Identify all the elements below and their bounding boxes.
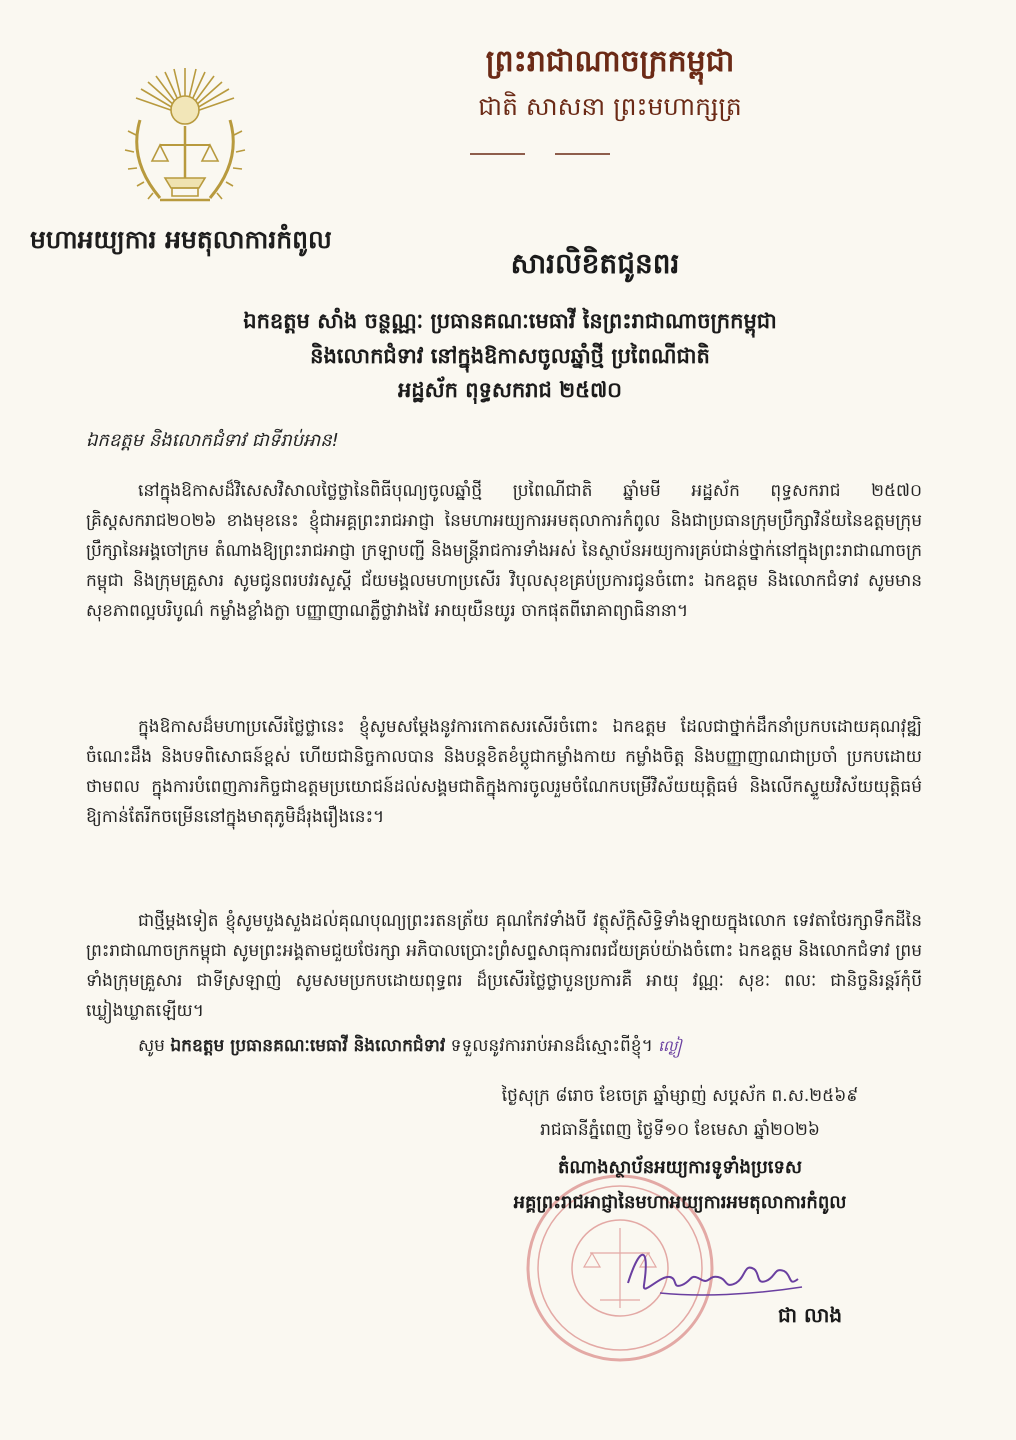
closing-line xyxy=(138,1035,918,1060)
body-paragraph-1: នៅក្នុងឱកាសដ៏វិសេសវិសាលថ្លៃថ្លានៃពិធីបុណ្យចូលឆ្នាំថ្មី ប្រពៃណីជាតិ ឆ្នាំមមី អដ្ឋស័ក ពុទ្ធសករាជ ២៥៧០ គ្រិស្តសករាជ២០២៦ ខាងមុខនេះ ខ្ញុំជាអគ្គព្រះរាជអាជ្ញា នៃមហាអយ្យការអមតុលាការកំពូល និងជាប្រធានក្រុមប្រឹក្សាវិន័យនៃឧត្តមក្រុមប្រឹក្សានៃអង្គចៅក្រម តំណាងឱ្យព្រះរាជអាជ្ញា ក្រឡាបញ្ជី និងមន្ត្រីរាជការទាំងអស់ នៃស្ថាប័នអយ្យការគ្រប់ជាន់ថ្នាក់នៅក្នុងព្រះរាជាណាចក្រកម្ពុជា និងក្រុមគ្រួសារ សូមជូនពរបវរសួស្តី ជ័យមង្គលមហាប្រសើរ វិបុលសុខគ្រប់ប្រការជូនចំពោះ ឯកឧត្តម និងលោកជំទាវ សូមមានសុខភាពល្អបរិបូណ៌ កម្លាំងខ្លាំងក្លា បញ្ញាញាណភ្លឺថ្លាវាងវៃ អាយុយឺនយូរ ចាកផុតពីរោគាព្យាធិនានា។ xyxy=(86,481,922,621)
document-title: សារលិខិតជូនពរ xyxy=(510,247,680,280)
supreme-court-prosecution-emblem-icon xyxy=(110,60,260,220)
recipient-line-3: អដ្ឋស័ក ពុទ្ធសករាជ ២៥៧០ xyxy=(397,377,623,402)
salutation: ឯកឧត្តម និងលោកជំទាវ ជាទីរាប់អាន! xyxy=(86,430,339,451)
body-paragraph-3: ជាថ្មីម្តងទៀត ខ្ញុំសូមបួងសួងដល់គុណបុណ្យព្រះរតនត្រ័យ គុណកែវទាំងបី វត្ថុស័ក្តិសិទ្ធិទាំងឡាយក្នុងលោក ទេវតាថែរក្សាទឹកដីនៃព្រះរាជាណាចក្រកម្ពុជា សូមព្រះអង្គតាមជួយថែរក្សា អភិបាលប្រោះព្រំសព្ទសាធុការពរជ័យគ្រប់យ៉ាងចំពោះ ឯកឧត្តម និងលោកជំទាវ ព្រមទាំងក្រុមគ្រួសារ ជាទីស្រឡាញ់ សូមសមប្រកបដោយពុទ្ធពរ ដ៏ប្រសើរថ្លៃថ្លាបួនប្រការគឺ អាយុ វណ្ណៈ សុខៈ ពលៈ ជានិច្ចនិរន្តរ៍កុំបីឃ្លៀងឃ្លាតឡើយ។ xyxy=(86,911,922,1021)
date-lunar: ថ្ងៃសុក្រ ៨រោច ខែចេត្រ ឆ្នាំម្សាញ់ សប្តស័ក ព.ស.២៥៦៩ xyxy=(501,1086,859,1106)
body-paragraph-2: ក្នុងឱកាសដ៏មហាប្រសើរថ្លៃថ្លានេះ ខ្ញុំសូមសម្តែងនូវការកោតសរសើរចំពោះ ឯកឧត្តម ដែលជាថ្នាក់ដឹកនាំប្រកបដោយគុណវុឌ្ឍិ ចំណេះដឹង និងបទពិសោធន៍ខ្ពស់ ហើយជានិច្ចកាលបាន និងបន្តខិតខំប្តូជាកម្លាំងកាយ កម្លាំងចិត្ត និងបញ្ញាញាណជាប្រចាំ ប្រកបដោយថាមពល ក្នុងការបំពេញភារកិច្ចជាឧត្តមប្រយោជន៍ដល់សង្គមជាតិក្នុងការចូលរួមចំណែកបម្រើវិស័យយុត្តិធម៌ និងលើកស្ទួយវិស័យយុត្តិធម៌ ឱ្យកាន់តែរីកចម្រើននៅក្នុងមាតុភូមិដ៏រុងរឿងនេះ។ xyxy=(86,717,922,827)
divider-ornament-icon xyxy=(470,146,610,160)
date-solar: រាជធានីភ្នំពេញ ថ្ងៃទី១០ ខែមេសា ឆ្នាំ២០២៦ xyxy=(540,1120,820,1140)
organization-name: មហាអយ្យការ អមតុលាការកំពូល xyxy=(30,225,332,254)
signer-title-line-1: តំណាងស្ថាប័នអយ្យការទូទាំងប្រទេស xyxy=(557,1157,803,1178)
closing-suffix: ទទួលនូវការរាប់អានដ៏ស្មោះពីខ្ញុំ។ xyxy=(450,1036,653,1056)
closing-handwritten-mark: ល្ងៀ xyxy=(658,1037,682,1055)
national-motto: ជាតិ សាសនា ព្រះមហាក្សត្រ xyxy=(478,92,742,121)
handwritten-signature-icon xyxy=(620,1235,810,1305)
signer-name: ជា លាង xyxy=(777,1303,843,1327)
kingdom-heading: ព្រះរាជាណាចក្រកម្ពុជា xyxy=(485,44,735,79)
closing-prefix: សូម xyxy=(138,1036,165,1056)
closing-recipient: ឯកឧត្តម ប្រធានគណៈមេធាវី និងលោកជំទាវ xyxy=(170,1036,446,1056)
signer-title-line-2: អគ្គព្រះរាជអាជ្ញានៃមហាអយ្យការអមតុលាការកំពូល xyxy=(513,1192,847,1213)
recipient-line-2: និងលោកជំទាវ នៅក្នុងឱកាសចូលឆ្នាំថ្មី ប្រពៃណីជាតិ xyxy=(310,343,710,368)
recipient-line-1: ឯកឧត្តម សាំង ចន្ថណ្ណៈ ប្រធានគណៈមេធាវី នៃព្រះរាជាណាចក្រកម្ពុជា xyxy=(243,308,777,333)
